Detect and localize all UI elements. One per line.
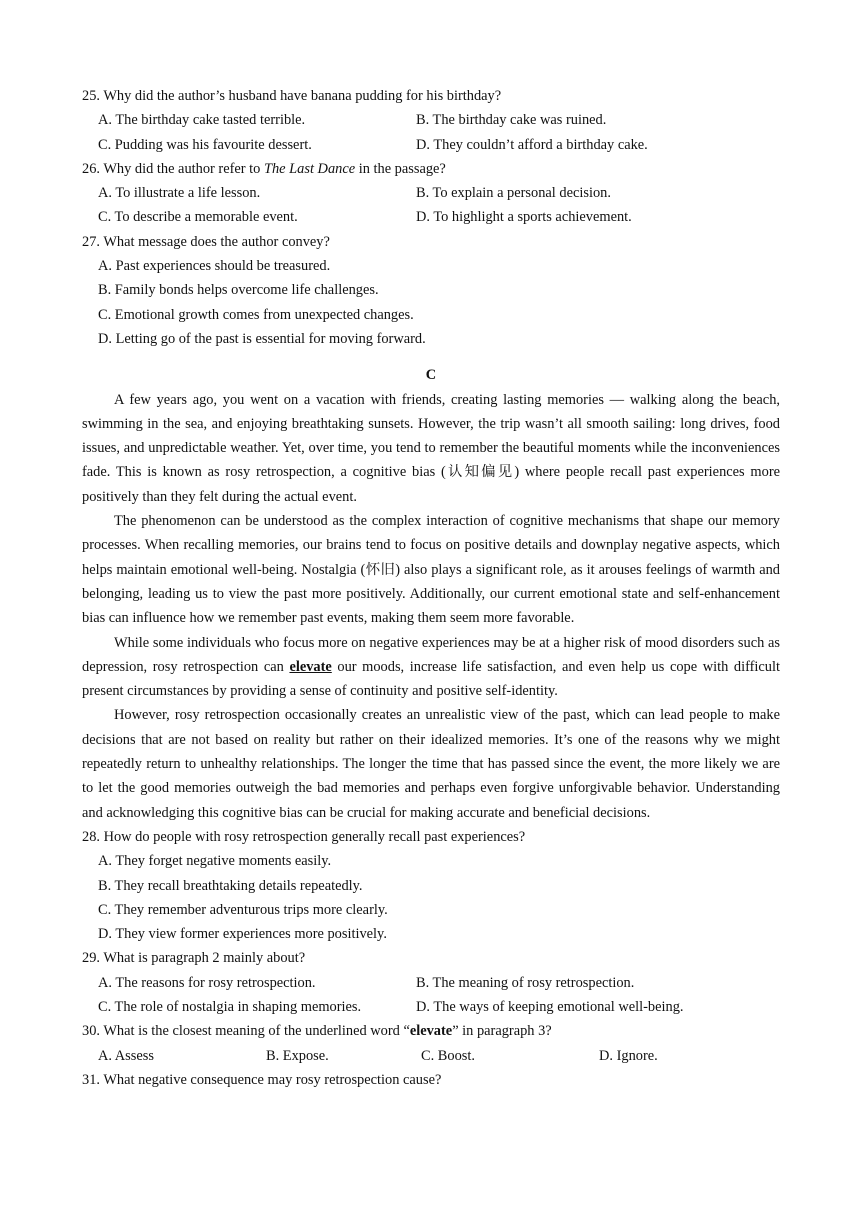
option-29-a: A. The reasons for rosy retrospection.: [98, 974, 316, 991]
option-29-b: B. The meaning of rosy retrospection.: [416, 974, 635, 991]
option-30-a: A. Assess: [98, 1047, 154, 1064]
option-25-b: B. The birthday cake was ruined.: [416, 112, 607, 129]
section-c-paragraph-1: A few years ago, you went on a vacation with friends, creating lasting memories — walking along the beach, swimming in the sea, and enjoying breathtaking sunsets. However, the trip wasn’t all smooth sailing: long drives, food issues, and unpredictable weather. Yet, over time, you tend to remember the beautiful moments while the inconveniences fade. This is known as rosy retrospection, a cognitive bias (认知偏见) where people recall past experiences more positively than they felt during the actual event.: [82, 391, 780, 505]
section-c-paragraph-3: [82, 631, 780, 704]
section-c-paragraph-4: However, rosy retrospection occasionally creates an unrealistic view of the past, which can lead people to make decisions that are not based on reality but rather on their idealized memories. It’s one of the reasons why we might repeatedly return to unhealthy relationships. The longer the time that has passed since the event, the more likely we are to let the good memories outweigh the bad memories and perhaps even forgive unforgivable behavior. Understanding and acknowledging this cognitive bias can be crucial for making accurate and beneficial decisions.: [82, 707, 780, 821]
question-26-stem-post: in the passage?: [355, 160, 446, 177]
question-25-options: [82, 108, 780, 157]
option-26-b: B. To explain a personal decision.: [416, 185, 611, 202]
option-25-a: A. The birthday cake tasted terrible.: [98, 112, 306, 129]
question-27-options: [82, 254, 780, 351]
option-27-c: C. Emotional growth comes from unexpected changes.: [98, 306, 414, 323]
question-25-stem: 25. Why did the author’s husband have banana pudding for his birthday?: [82, 88, 502, 104]
question-30-stem-pre: 30. What is the closest meaning of the underlined word “: [82, 1023, 410, 1040]
question-27-stem: 27. What message does the author convey?: [82, 233, 330, 250]
question-26-stem: [82, 157, 780, 181]
question-26-options: [82, 181, 780, 230]
option-28-a: A. They forget negative moments easily.: [98, 853, 332, 870]
option-28-d: D. They view former experiences more positively.: [98, 926, 387, 943]
section-c-paragraph-2: The phenomenon can be understood as the complex interaction of cognitive mechanisms that shape our memory processes. When recalling memories, our brains tend to focus on positive details and downplay negative aspects, which helps maintain emotional well-being. Nostalgia (怀旧) also plays a significant role, as it arouses feelings of warmth and belonging, leading us to view the past more positively. Additionally, our current emotional state and self-enhancement bias can influence how we remember past events, making them seem more favorable.: [82, 513, 780, 627]
option-27-a: A. Past experiences should be treasured.: [98, 258, 331, 275]
option-28-b: B. They recall breathtaking details repeatedly.: [98, 877, 363, 894]
option-29-c: C. The role of nostalgia in shaping memories.: [98, 998, 362, 1015]
question-26-stem-pre: 26. Why did the author refer to: [82, 160, 264, 177]
option-30-d: D. Ignore.: [599, 1047, 658, 1064]
option-26-a: A. To illustrate a life lesson.: [98, 185, 261, 202]
question-30-stem-post: ” in paragraph 3?: [452, 1023, 552, 1040]
option-26-c: C. To describe a memorable event.: [98, 209, 298, 226]
option-30-c: C. Boost.: [421, 1047, 475, 1064]
option-30-b: B. Expose.: [266, 1047, 329, 1064]
question-31-stem: 31. What negative consequence may rosy retrospection cause?: [82, 1071, 442, 1088]
paragraph-3-pre: While some individuals who focus more on negative experiences may be at a higher risk of mood disorders such as depression, rosy retrospection can: [82, 634, 780, 675]
question-29-stem: 29. What is paragraph 2 mainly about?: [82, 950, 306, 967]
question-28-options: [82, 849, 780, 946]
question-30-stem: [82, 1019, 780, 1043]
option-28-c: C. They remember adventurous trips more clearly.: [98, 901, 388, 918]
question-29-options: [82, 971, 780, 1020]
question-30-word: elevate: [409, 1023, 453, 1040]
question-26-title: The Last Dance: [263, 160, 356, 177]
underlined-word: elevate: [289, 658, 332, 675]
question-30-options: [82, 1044, 780, 1068]
question-28-stem: 28. How do people with rosy retrospection generally recall past experiences?: [82, 828, 526, 845]
option-25-d: D. They couldn’t afford a birthday cake.: [416, 136, 648, 153]
option-26-d: D. To highlight a sports achievement.: [416, 209, 632, 226]
option-25-c: C. Pudding was his favourite dessert.: [98, 136, 312, 153]
paragraph-3-post: our moods, increase life satisfaction, and even help us cope with difficult present circumstances by providing a sense of continuity and positive self-identity.: [82, 658, 780, 700]
section-c-title: C: [425, 367, 437, 384]
option-29-d: D. The ways of keeping emotional well-being.: [416, 998, 684, 1015]
exam-page: [82, 84, 780, 1092]
option-27-b: B. Family bonds helps overcome life challenges.: [98, 282, 379, 299]
option-27-d: D. Letting go of the past is essential for moving forward.: [98, 330, 426, 347]
